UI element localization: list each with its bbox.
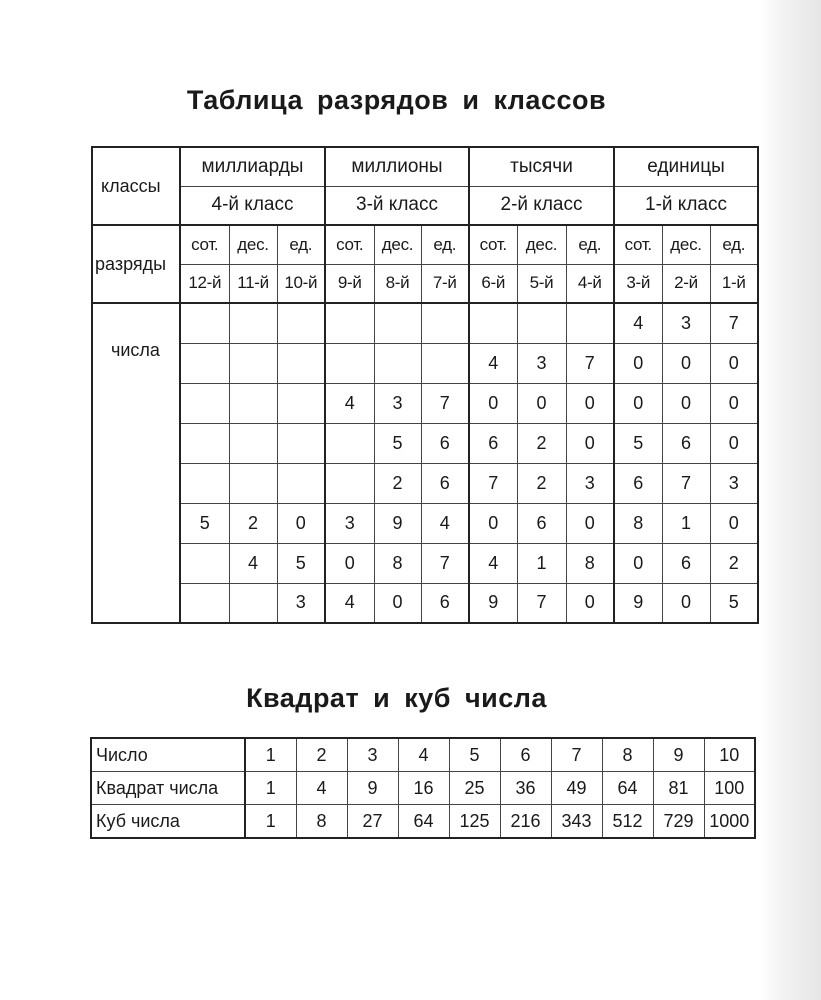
class-name: миллиарды <box>180 147 325 186</box>
digit-cell <box>517 303 566 343</box>
digit-cell: 2 <box>710 543 758 583</box>
number-rows <box>92 303 758 623</box>
digit-cell: 2 <box>517 463 566 503</box>
digit-cell: 1 <box>517 543 566 583</box>
digit-cell: 0 <box>662 383 710 423</box>
digit-cell: 7 <box>421 543 469 583</box>
digit-cell: 2 <box>517 423 566 463</box>
digit-cell: 0 <box>277 503 325 543</box>
digit-cell: 2 <box>229 503 277 543</box>
digit-cell: 4 <box>469 543 517 583</box>
cube-row <box>91 805 755 839</box>
value-cell: 9 <box>653 738 704 772</box>
rank-abbrev-row <box>92 225 758 264</box>
digit-cell: 3 <box>277 583 325 623</box>
row-label: Число <box>91 738 245 772</box>
digit-cell <box>180 583 229 623</box>
value-cell: 25 <box>449 772 500 805</box>
digit-cell: 3 <box>517 343 566 383</box>
rank-abbrev: дес. <box>662 225 710 264</box>
digit-cell <box>229 423 277 463</box>
digit-cell <box>277 423 325 463</box>
digit-cell: 0 <box>517 383 566 423</box>
value-cell: 81 <box>653 772 704 805</box>
digit-cell: 7 <box>662 463 710 503</box>
digit-cell: 0 <box>566 503 614 543</box>
digit-cell: 4 <box>421 503 469 543</box>
rank-abbrev: ед. <box>710 225 758 264</box>
digit-cell: 6 <box>614 463 662 503</box>
powers-table <box>90 737 756 839</box>
digit-cell: 6 <box>469 423 517 463</box>
value-cell: 27 <box>347 805 398 839</box>
rank-position: 2-й <box>662 264 710 303</box>
digit-cell: 0 <box>662 343 710 383</box>
value-cell: 729 <box>653 805 704 839</box>
digit-cell <box>229 583 277 623</box>
number-row <box>92 583 758 623</box>
value-cell: 1 <box>245 805 296 839</box>
digit-cell: 7 <box>421 383 469 423</box>
rank-position: 9-й <box>325 264 374 303</box>
rank-abbrev: ед. <box>421 225 469 264</box>
digit-cell: 0 <box>374 583 421 623</box>
row-label: Квадрат числа <box>91 772 245 805</box>
value-cell: 100 <box>704 772 755 805</box>
rank-position-row <box>92 264 758 303</box>
digit-cell <box>180 463 229 503</box>
rank-position: 8-й <box>374 264 421 303</box>
rank-abbrev: ед. <box>566 225 614 264</box>
value-cell: 5 <box>449 738 500 772</box>
digit-cell <box>180 383 229 423</box>
value-cell: 6 <box>500 738 551 772</box>
digit-cell: 7 <box>469 463 517 503</box>
number-row <box>92 423 758 463</box>
digit-cell: 1 <box>662 503 710 543</box>
digit-cell: 3 <box>374 383 421 423</box>
digit-cell <box>277 343 325 383</box>
digit-cell: 0 <box>614 383 662 423</box>
digit-cell: 5 <box>374 423 421 463</box>
digit-cell: 3 <box>710 463 758 503</box>
digit-cell: 4 <box>229 543 277 583</box>
rank-position: 6-й <box>469 264 517 303</box>
digit-cell: 8 <box>566 543 614 583</box>
class-order: 1-й класс <box>614 186 758 225</box>
digit-cell: 0 <box>469 383 517 423</box>
digit-cell <box>180 423 229 463</box>
digit-cell <box>180 303 229 343</box>
digit-cell <box>325 423 374 463</box>
digit-cell: 5 <box>614 423 662 463</box>
value-cell: 216 <box>500 805 551 839</box>
rank-position: 1-й <box>710 264 758 303</box>
digit-cell: 0 <box>566 423 614 463</box>
rank-abbrev: дес. <box>229 225 277 264</box>
value-cell: 3 <box>347 738 398 772</box>
digit-cell <box>180 343 229 383</box>
numbers-label: числа <box>92 303 180 623</box>
digit-cell: 0 <box>325 543 374 583</box>
value-cell: 8 <box>296 805 347 839</box>
digit-cell <box>229 303 277 343</box>
rank-abbrev: дес. <box>517 225 566 264</box>
digit-cell: 6 <box>421 583 469 623</box>
value-cell: 343 <box>551 805 602 839</box>
digit-cell: 6 <box>421 423 469 463</box>
value-cell: 2 <box>296 738 347 772</box>
digit-cell: 0 <box>710 423 758 463</box>
digit-cell: 5 <box>710 583 758 623</box>
value-cell: 16 <box>398 772 449 805</box>
rank-position: 5-й <box>517 264 566 303</box>
number-row <box>92 503 758 543</box>
digit-cell: 3 <box>325 503 374 543</box>
class-names-row <box>92 147 758 186</box>
value-cell: 64 <box>602 772 653 805</box>
digit-cell <box>325 463 374 503</box>
class-order: 3-й класс <box>325 186 469 225</box>
rank-abbrev: сот. <box>469 225 517 264</box>
rank-abbrev: сот. <box>325 225 374 264</box>
digit-cell: 0 <box>710 383 758 423</box>
digit-cell: 3 <box>566 463 614 503</box>
ranks-label: разряды <box>92 225 180 303</box>
value-cell: 9 <box>347 772 398 805</box>
digit-cell: 0 <box>614 343 662 383</box>
digit-cell: 9 <box>469 583 517 623</box>
rank-position: 3-й <box>614 264 662 303</box>
rank-position: 4-й <box>566 264 614 303</box>
digit-cell: 9 <box>614 583 662 623</box>
value-cell: 36 <box>500 772 551 805</box>
digit-cell: 8 <box>374 543 421 583</box>
digit-cell <box>229 343 277 383</box>
digit-cell: 4 <box>325 383 374 423</box>
digit-cell: 5 <box>180 503 229 543</box>
digit-cell: 0 <box>710 343 758 383</box>
digit-cell <box>229 463 277 503</box>
digit-cell: 7 <box>566 343 614 383</box>
digit-cell <box>325 303 374 343</box>
digit-cell: 0 <box>566 383 614 423</box>
digit-cell: 6 <box>662 543 710 583</box>
digit-cell <box>374 343 421 383</box>
digit-cell: 4 <box>614 303 662 343</box>
digit-cell <box>180 543 229 583</box>
digit-cell: 4 <box>469 343 517 383</box>
class-order: 2-й класс <box>469 186 614 225</box>
digit-cell: 0 <box>662 583 710 623</box>
value-cell: 125 <box>449 805 500 839</box>
row-label: Куб числа <box>91 805 245 839</box>
value-cell: 64 <box>398 805 449 839</box>
value-cell: 1000 <box>704 805 755 839</box>
digit-cell <box>277 303 325 343</box>
digit-cell: 6 <box>662 423 710 463</box>
class-order: 4-й класс <box>180 186 325 225</box>
square-row <box>91 772 755 805</box>
place-value-table <box>91 146 759 624</box>
rank-abbrev: сот. <box>180 225 229 264</box>
digit-cell: 5 <box>277 543 325 583</box>
class-name: единицы <box>614 147 758 186</box>
digit-cell: 6 <box>421 463 469 503</box>
digit-cell: 0 <box>710 503 758 543</box>
digit-cell <box>325 343 374 383</box>
value-cell: 7 <box>551 738 602 772</box>
digit-cell: 0 <box>614 543 662 583</box>
value-cell: 1 <box>245 738 296 772</box>
digit-cell: 7 <box>710 303 758 343</box>
digit-cell <box>229 383 277 423</box>
value-cell: 4 <box>398 738 449 772</box>
rank-position: 7-й <box>421 264 469 303</box>
value-cell: 512 <box>602 805 653 839</box>
number-row <box>91 738 755 772</box>
number-row <box>92 343 758 383</box>
rank-position: 11-й <box>229 264 277 303</box>
rank-position: 10-й <box>277 264 325 303</box>
digit-cell <box>421 343 469 383</box>
digit-cell: 2 <box>374 463 421 503</box>
class-name: тысячи <box>469 147 614 186</box>
powers-title: Квадрат и куб числа <box>246 683 547 713</box>
digit-cell: 8 <box>614 503 662 543</box>
digit-cell: 3 <box>662 303 710 343</box>
class-order-row <box>92 186 758 225</box>
value-cell: 4 <box>296 772 347 805</box>
value-cell: 1 <box>245 772 296 805</box>
rank-position: 12-й <box>180 264 229 303</box>
digit-cell: 7 <box>517 583 566 623</box>
page-edge-shadow <box>759 0 821 1000</box>
digit-cell: 4 <box>325 583 374 623</box>
digit-cell <box>277 463 325 503</box>
value-cell: 10 <box>704 738 755 772</box>
number-row <box>92 303 758 343</box>
number-row <box>92 463 758 503</box>
digit-cell: 0 <box>566 583 614 623</box>
digit-cell <box>469 303 517 343</box>
number-row <box>92 383 758 423</box>
digit-cell: 9 <box>374 503 421 543</box>
digit-cell <box>421 303 469 343</box>
digit-cell <box>374 303 421 343</box>
digit-cell <box>277 383 325 423</box>
value-cell: 49 <box>551 772 602 805</box>
digit-cell: 6 <box>517 503 566 543</box>
class-name: миллионы <box>325 147 469 186</box>
value-cell: 8 <box>602 738 653 772</box>
digit-cell: 0 <box>469 503 517 543</box>
rank-abbrev: дес. <box>374 225 421 264</box>
classes-label: классы <box>92 147 180 225</box>
digit-cell <box>566 303 614 343</box>
place-value-title: Таблица разрядов и классов <box>186 85 607 115</box>
number-row <box>92 543 758 583</box>
rank-abbrev: ед. <box>277 225 325 264</box>
rank-abbrev: сот. <box>614 225 662 264</box>
